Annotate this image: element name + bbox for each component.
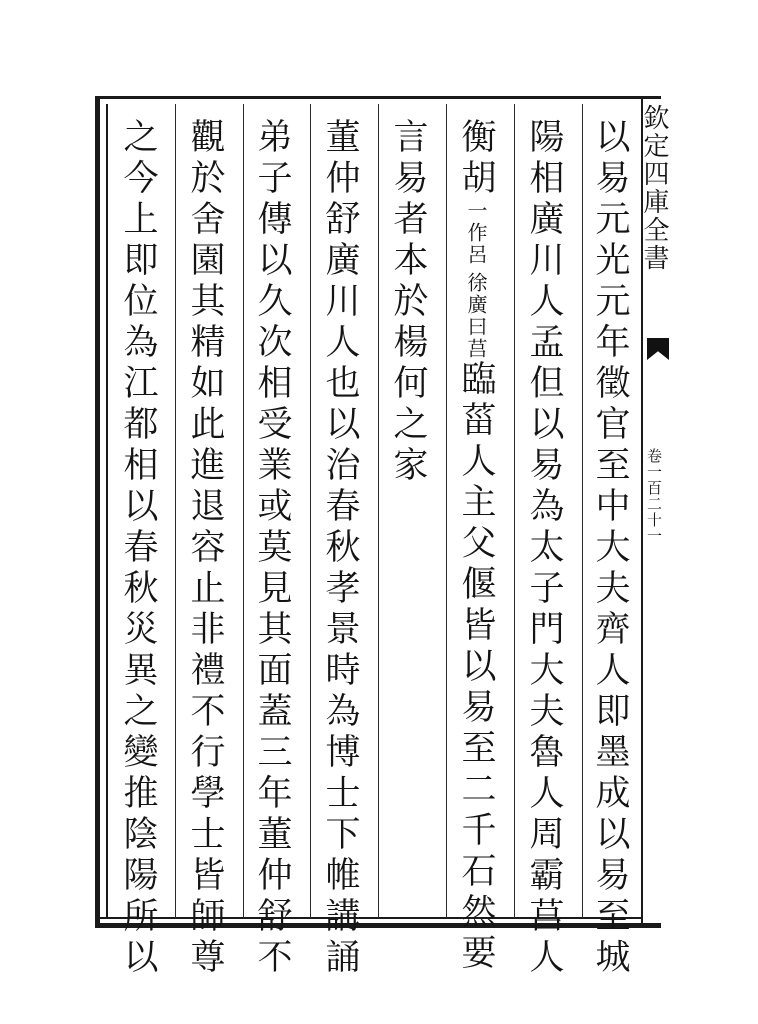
text-column-1: 以易元光元年徵官至中大夫齊人即墨成以易至城	[590, 118, 630, 979]
book-title: 欽定四庫全書	[639, 104, 669, 272]
annotation-left: 一作呂	[464, 200, 488, 266]
annotation-pair	[466, 200, 486, 360]
inner-border-rule	[106, 104, 108, 919]
column-rule	[446, 104, 447, 919]
text-column-8: 之今上即位為江都相以春秋災異之變推陰陽所以	[118, 118, 158, 979]
column-rule	[378, 104, 379, 919]
column-rule	[175, 104, 176, 919]
column-rule	[582, 104, 583, 919]
text-column-2: 陽相廣川人孟但以易為太子門大夫魯人周霸莒人	[524, 118, 564, 979]
column-3-main-after: 臨菑人主父偃皆以易至二千石然要	[456, 360, 496, 975]
column-rule	[310, 104, 311, 919]
juan-number: 卷一百二十一	[645, 448, 663, 544]
column-3-main-before: 衡胡	[456, 118, 496, 200]
text-column-5: 董仲舒廣川人也以治春秋孝景時為博士下帷講誦	[320, 118, 360, 979]
column-rule	[514, 104, 515, 919]
text-column-3	[456, 118, 496, 975]
text-column-7: 觀於舍園其精如此進退容止非禮不行學士皆師尊	[185, 118, 225, 979]
column-rule	[243, 104, 244, 919]
text-column-6: 弟子傳以久次相受業或莫見其面蓋三年董仲舒不	[252, 118, 292, 979]
text-column-4: 言易者本於楊何之家	[388, 118, 428, 487]
annotation-right: 徐廣曰莒	[464, 272, 488, 360]
